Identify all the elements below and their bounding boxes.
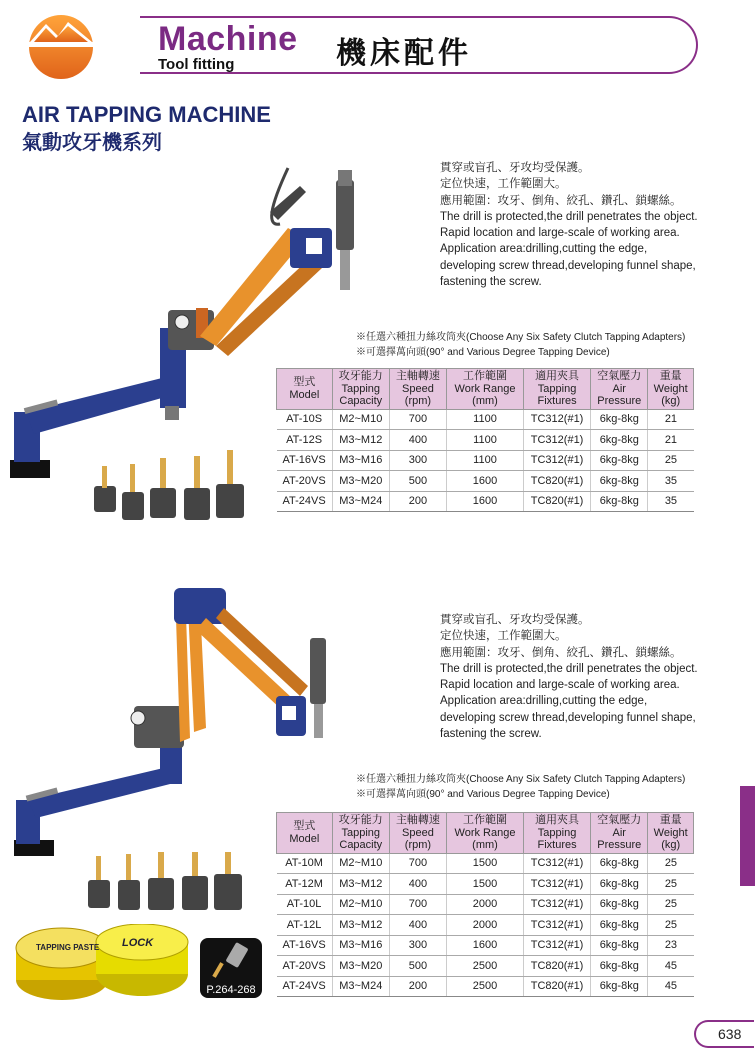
header-line: Work Range (454, 826, 516, 839)
table-cell: M3~M12 (332, 915, 389, 936)
table-cell: 21 (648, 430, 694, 451)
header-line: Model (289, 832, 320, 845)
table-cell: 35 (648, 471, 694, 492)
desc-line: Application area:drilling,cutting the edge, (440, 243, 648, 256)
table-cell: TC312(#1) (523, 430, 590, 451)
table-cell: 500 (389, 471, 446, 492)
header-line: Weight (653, 826, 688, 839)
table-cell: 2500 (447, 956, 524, 977)
table-cell: 1100 (447, 430, 524, 451)
desc-line: Application area:drilling,cutting the edge, (440, 695, 648, 708)
table-header-cell (591, 813, 648, 854)
table-cell: TC820(#1) (523, 956, 590, 977)
table-cell: 2500 (447, 976, 524, 997)
header-line: Air (612, 826, 626, 839)
table-cell: 6kg-8kg (591, 976, 648, 997)
desc-line: fastening the screw. (440, 276, 542, 289)
table-cell: 500 (389, 956, 446, 977)
header-line: (mm) (472, 839, 498, 851)
table-cell: 700 (389, 409, 446, 430)
table-cell: 6kg-8kg (591, 409, 648, 430)
table-row (277, 471, 694, 492)
table-cell: 1500 (447, 874, 524, 895)
table-cell: AT-20VS (277, 956, 333, 977)
table-cell: 6kg-8kg (591, 430, 648, 451)
header-line: (mm) (472, 395, 498, 407)
table-cell: AT-12L (277, 915, 333, 936)
table-cell: 45 (648, 956, 694, 977)
header-title: Machine (158, 20, 298, 58)
table-header-cell (447, 813, 524, 854)
table-row (277, 894, 694, 915)
desc-line: Rapid location and large-scale of working area. (440, 227, 680, 240)
table-cell: M3~M20 (332, 471, 389, 492)
table-cell: AT-10L (277, 894, 333, 915)
desc-line: 貫穿或盲孔、牙攻均受保護。 (440, 162, 590, 174)
page-ref-label: P.264-268 (206, 984, 256, 996)
table-cell: M2~M10 (332, 894, 389, 915)
table-row (277, 491, 694, 512)
desc-line: 定位快速，工作範圍大。 (440, 178, 567, 191)
table-cell: AT-12S (277, 430, 333, 451)
table-header-cell (277, 369, 333, 410)
table-row (277, 956, 694, 977)
table-cell: TC312(#1) (523, 409, 590, 430)
table-cell: AT-12M (277, 874, 333, 895)
header-line: Capacity (339, 395, 383, 407)
tapping-device-icon (200, 938, 262, 982)
table-cell: TC312(#1) (523, 874, 590, 895)
table-cell: AT-24VS (277, 976, 333, 997)
header-line: (rpm) (404, 839, 432, 851)
desc-line: developing screw thread,developing funnel shape, (440, 711, 696, 724)
table-cell: 23 (648, 935, 694, 956)
table-cell: 6kg-8kg (591, 471, 648, 492)
section-title-cn: 氣動攻牙機系列 (22, 130, 162, 154)
table-cell: 21 (648, 409, 694, 430)
page-number: 638 (718, 1026, 742, 1042)
table-cell: 200 (389, 491, 446, 512)
desc-line: 貫穿或盲孔、牙攻均受保護。 (440, 614, 590, 626)
table-header-cell (389, 369, 446, 410)
header-line: Speed (402, 382, 434, 395)
table-cell: 25 (648, 450, 694, 471)
header-line: (kg) (661, 395, 681, 407)
table-cell: TC312(#1) (523, 853, 590, 874)
desc-line: Rapid location and large-scale of working area. (440, 679, 680, 692)
table-cell: AT-10M (277, 853, 333, 874)
table-header-cell (447, 369, 524, 410)
table-cell: AT-10S (277, 409, 333, 430)
table-cell: AT-20VS (277, 471, 333, 492)
table-cell: 300 (389, 935, 446, 956)
desc-line: 定位快速，工作範圍大。 (440, 630, 567, 643)
header-line: Model (289, 388, 320, 401)
desc-line: 應用範圍：攻牙、倒角、絞孔、鑽孔、鎖螺絲。 (440, 646, 682, 659)
header-title-cn: 機床配件 (336, 36, 472, 71)
table-cell: TC312(#1) (523, 894, 590, 915)
table-cell: AT-24VS (277, 491, 333, 512)
table-cell: 6kg-8kg (591, 450, 648, 471)
header-line: Pressure (597, 839, 642, 851)
table-header-cell (648, 369, 694, 410)
table-cell: TC820(#1) (523, 976, 590, 997)
table-cell: M3~M20 (332, 956, 389, 977)
table-cell: 25 (648, 894, 694, 915)
notes-2 (356, 772, 685, 802)
table-cell: M2~M10 (332, 853, 389, 874)
description-1 (440, 160, 740, 290)
table-header-row (277, 813, 694, 854)
header-line: 攻牙能力 (338, 814, 383, 826)
table-cell: 2000 (447, 894, 524, 915)
table-cell: 6kg-8kg (591, 894, 648, 915)
table-cell: 1100 (447, 409, 524, 430)
table-cell: 6kg-8kg (591, 935, 648, 956)
side-tab (740, 786, 755, 886)
table-cell: M3~M12 (332, 874, 389, 895)
header-line: 重量 (659, 814, 682, 826)
header-line: (kg) (661, 839, 681, 851)
table-cell: 1500 (447, 853, 524, 874)
header-line: 空氣壓力 (597, 370, 642, 382)
table-cell: 6kg-8kg (591, 956, 648, 977)
table-cell: TC312(#1) (523, 450, 590, 471)
desc-line: The drill is protected,the drill penetrates the object. (440, 662, 698, 675)
note-line: ※任選六種扭力絲攻筒夾(Choose Any Six Safety Clutch Tapping Adapters) (356, 774, 686, 785)
table-header-cell (523, 813, 590, 854)
table-header-cell (523, 369, 590, 410)
header-line: Pressure (597, 395, 642, 407)
notes-1 (356, 330, 685, 360)
desc-line: The drill is protected,the drill penetrates the object. (440, 210, 698, 223)
table-row (277, 976, 694, 997)
header-line: 空氣壓力 (597, 814, 642, 826)
table-header-cell (389, 813, 446, 854)
header-line: 適用夾具 (535, 370, 580, 382)
table-cell: 300 (389, 450, 446, 471)
description-2 (440, 612, 740, 742)
table-row (277, 874, 694, 895)
header-line: 主軸轉速 (395, 370, 440, 382)
paste-label: TAPPING PASTE (36, 943, 100, 952)
table-cell: 35 (648, 491, 694, 512)
adapters-image-2 (88, 852, 248, 924)
header-line: Work Range (454, 382, 516, 395)
header-line: 型式 (293, 376, 316, 389)
note-line: ※可選擇萬向頭(90° and Various Degree Tapping Device) (356, 789, 610, 800)
note-line: ※可選擇萬向頭(90° and Various Degree Tapping Device) (356, 347, 610, 358)
table-cell: TC312(#1) (523, 915, 590, 936)
table-cell: 400 (389, 915, 446, 936)
table-cell: 6kg-8kg (591, 874, 648, 895)
table-cell: TC820(#1) (523, 491, 590, 512)
table-cell: 1600 (447, 471, 524, 492)
table-cell: 1600 (447, 935, 524, 956)
table-cell: 6kg-8kg (591, 853, 648, 874)
table-cell: 1100 (447, 450, 524, 471)
table-header-row (277, 369, 694, 410)
table-row (277, 853, 694, 874)
table-cell: TC312(#1) (523, 935, 590, 956)
table-cell: 45 (648, 976, 694, 997)
table-cell: 700 (389, 894, 446, 915)
header-line: Capacity (339, 839, 383, 851)
company-logo (28, 14, 94, 80)
header-line: Speed (402, 826, 434, 839)
header-line: 攻牙能力 (338, 370, 383, 382)
table-row (277, 450, 694, 471)
header-line: Air (612, 382, 626, 395)
header-line: 型式 (293, 820, 316, 833)
table-cell: 2000 (447, 915, 524, 936)
note-line: ※任選六種扭力絲攻筒夾(Choose Any Six Safety Clutch Tapping Adapters) (356, 332, 686, 343)
header-line: Tapping (341, 382, 381, 395)
table-cell: 200 (389, 976, 446, 997)
tapping-paste-cans-image (14, 924, 194, 1002)
table-row (277, 430, 694, 451)
header-line: 工作範圍 (463, 370, 507, 382)
table-cell: 25 (648, 874, 694, 895)
header-line: (rpm) (404, 395, 432, 407)
header-line: Weight (653, 382, 688, 395)
table-cell: 700 (389, 853, 446, 874)
table-cell: 6kg-8kg (591, 491, 648, 512)
spec-table-1 (276, 368, 694, 512)
desc-line: fastening the screw. (440, 728, 542, 741)
header-line: Fixtures (537, 839, 577, 851)
table-cell: M2~M10 (332, 409, 389, 430)
table-header-cell (591, 369, 648, 410)
table-cell: 1600 (447, 491, 524, 512)
header-line: 工作範圍 (463, 814, 507, 826)
header-line: 適用夾具 (535, 814, 580, 826)
header-line: 重量 (659, 370, 682, 382)
table-cell: 25 (648, 853, 694, 874)
header-line: Tapping (537, 826, 577, 839)
spec-table-2 (276, 812, 694, 997)
table-cell: M3~M12 (332, 430, 389, 451)
header-line: 主軸轉速 (395, 814, 440, 826)
header-subtitle: Tool fitting (158, 56, 235, 73)
table-header-cell (332, 813, 389, 854)
table-cell: 400 (389, 874, 446, 895)
table-cell: AT-16VS (277, 450, 333, 471)
table-cell: AT-16VS (277, 935, 333, 956)
table-row (277, 409, 694, 430)
section-title: AIR TAPPING MACHINE (22, 102, 271, 127)
table-cell: 25 (648, 915, 694, 936)
header-line: Tapping (341, 826, 381, 839)
table-cell: M3~M24 (332, 491, 389, 512)
table-cell: M3~M24 (332, 976, 389, 997)
table-header-cell (648, 813, 694, 854)
desc-line: 應用範圍：攻牙、倒角、絞孔、鑽孔、鎖螺絲。 (440, 194, 682, 207)
header-line: Fixtures (537, 395, 577, 407)
table-header-cell (277, 813, 333, 854)
desc-line: developing screw thread,developing funnel shape, (440, 259, 696, 272)
table-row (277, 935, 694, 956)
table-cell: M3~M16 (332, 450, 389, 471)
table-cell: TC820(#1) (523, 471, 590, 492)
table-cell: 6kg-8kg (591, 915, 648, 936)
lock-label: LOCK (122, 937, 154, 949)
table-cell: 400 (389, 430, 446, 451)
header-line: Tapping (537, 382, 577, 395)
table-row (277, 915, 694, 936)
table-cell: M3~M16 (332, 935, 389, 956)
table-header-cell (332, 369, 389, 410)
